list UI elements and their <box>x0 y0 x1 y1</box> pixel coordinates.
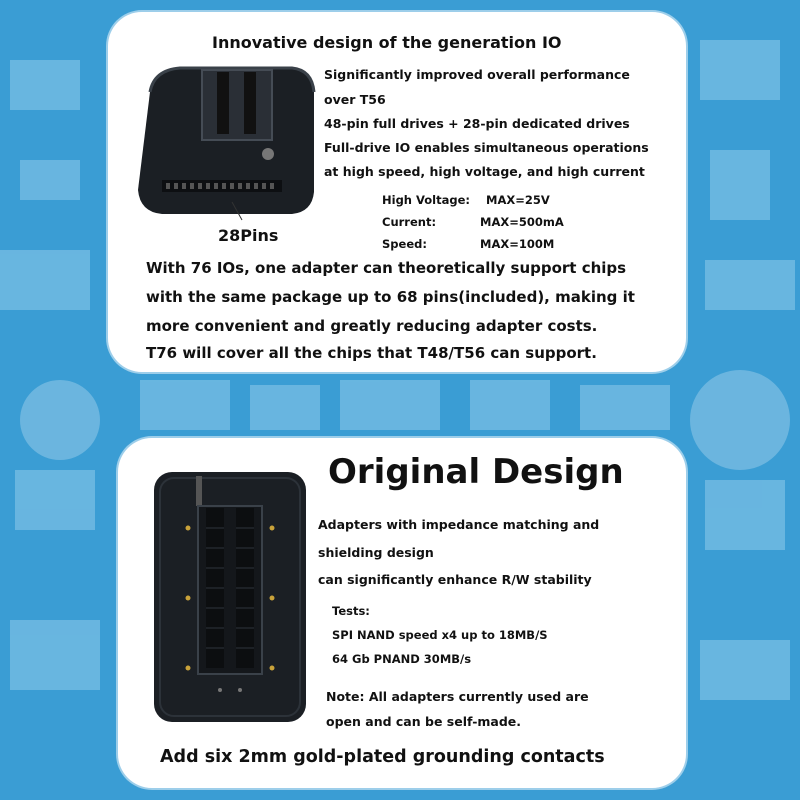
card1-line-3: 48-pin full drives + 28-pin dedicated drives <box>324 116 630 131</box>
card1-paragraph-1: With 76 IOs, one adapter can theoretically support chips <box>146 259 627 277</box>
spec-value-speed: MAX=100M <box>480 237 555 251</box>
card1-paragraph-3: more convenient and greatly reducing adapter costs. <box>146 317 598 335</box>
pin-count-label: 28Pins <box>218 226 279 245</box>
test-line-1: SPI NAND speed x4 up to 18MB/S <box>332 628 548 642</box>
programmer-device-side-image <box>132 62 322 222</box>
card1-line-5: at high speed, high voltage, and high current <box>324 164 645 179</box>
spec-value-voltage: MAX=25V <box>486 193 550 207</box>
spec-label-speed: Speed: <box>382 237 427 251</box>
card1-line-1: Significantly improved overall performance <box>324 67 630 82</box>
card2-line-3: can significantly enhance R/W stability <box>318 572 592 587</box>
card2-line-1: Adapters with impedance matching and <box>318 517 600 532</box>
card2-line-2: shielding design <box>318 545 434 560</box>
card2-footer: Add six 2mm gold-plated grounding contacts <box>160 747 605 767</box>
tests-title: Tests: <box>332 604 370 618</box>
spec-value-current: MAX=500mA <box>480 215 564 229</box>
card1-line-2: over T56 <box>324 92 386 107</box>
programmer-device-top-image <box>150 468 310 726</box>
card1-paragraph-4: T76 will cover all the chips that T48/T56 can support. <box>146 344 597 362</box>
card2-title: Original Design <box>328 452 624 492</box>
note-line-1: Note: All adapters currently used are <box>326 689 589 704</box>
note-line-2: open and can be self-made. <box>326 714 522 729</box>
spec-label-current: Current: <box>382 215 437 229</box>
card1-paragraph-2: with the same package up to 68 pins(included), making it <box>146 288 635 306</box>
card1-title: Innovative design of the generation IO <box>212 33 562 52</box>
test-line-2: 64 Gb PNAND 30MB/s <box>332 652 472 666</box>
spec-label-voltage: High Voltage: <box>382 193 470 207</box>
card1-line-4: Full-drive IO enables simultaneous operations <box>324 140 649 155</box>
